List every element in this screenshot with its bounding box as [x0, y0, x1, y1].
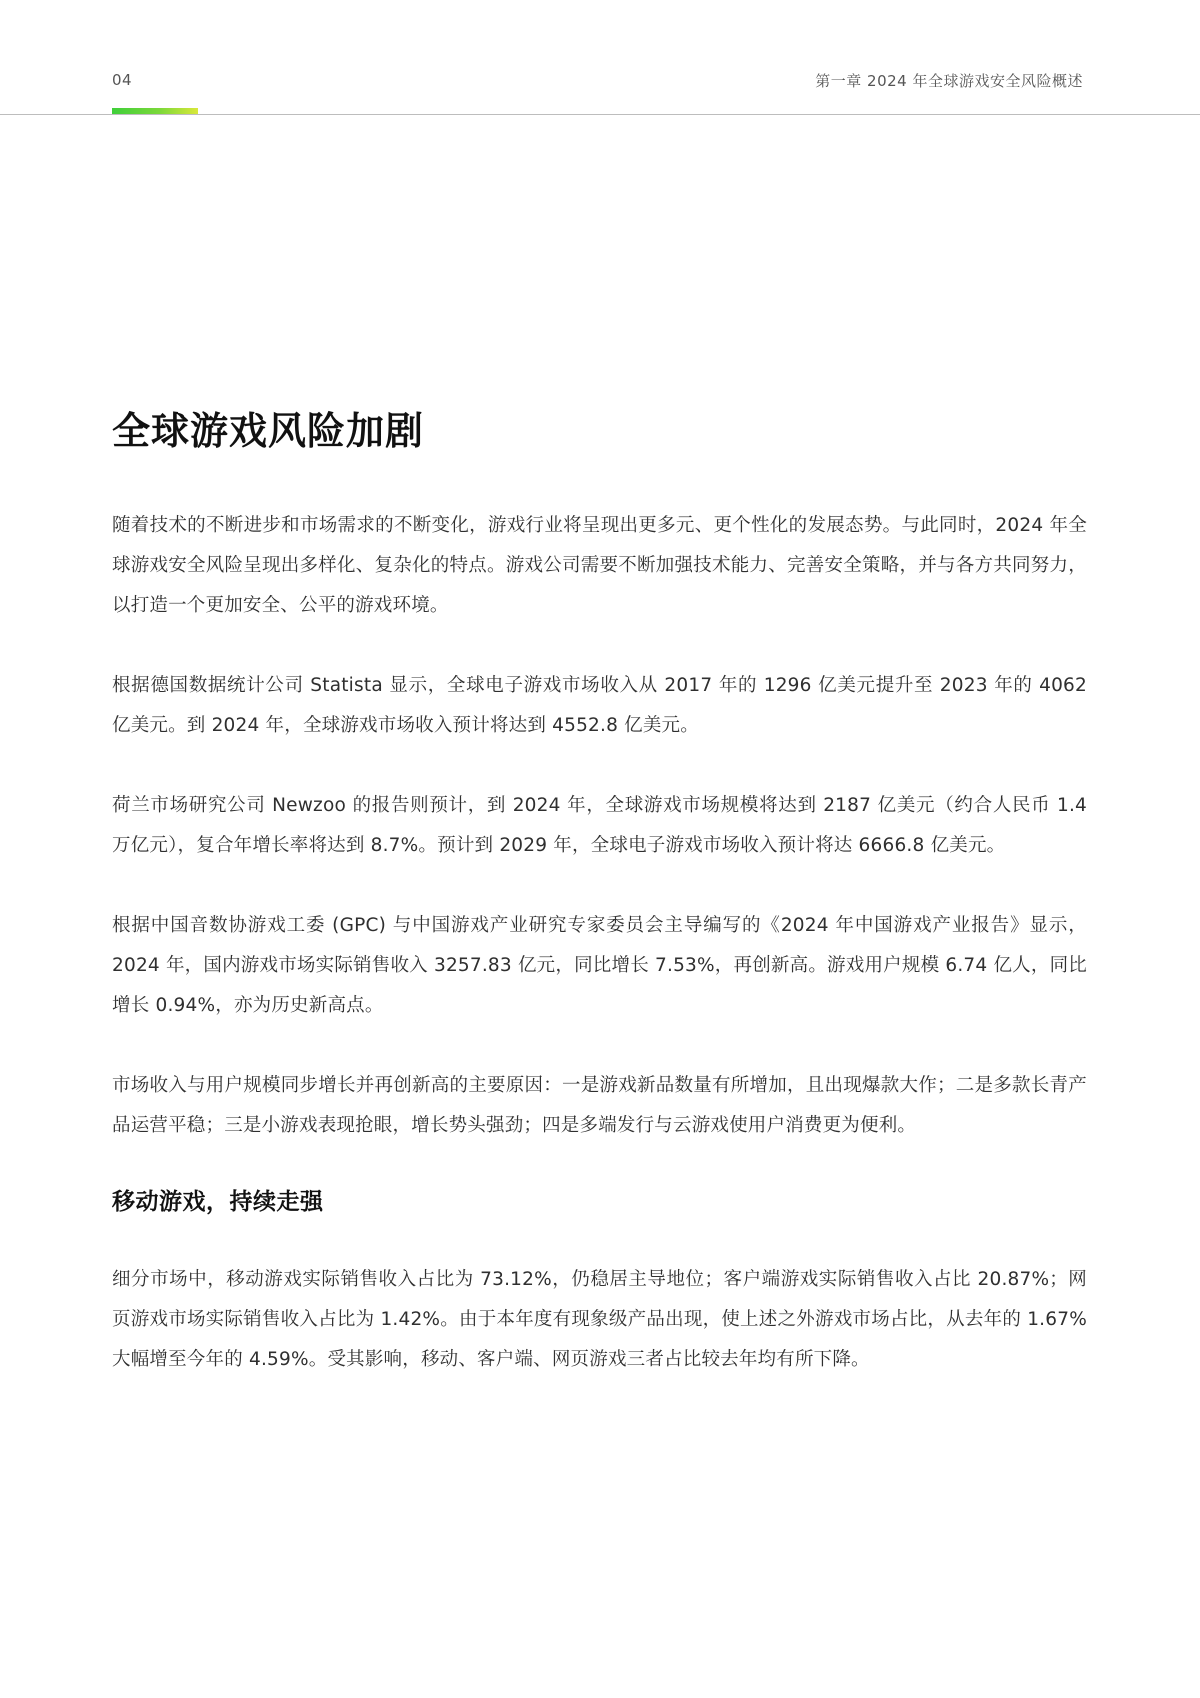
page-header [0, 0, 1200, 120]
header-divider [0, 114, 1200, 115]
chapter-title: 第一章 2024 年全球游戏安全风险概述 [815, 72, 1083, 90]
paragraph-gpc-report: 根据中国音数协游戏工委 (GPC) 与中国游戏产业研究专家委员会主导编写的《2024 年中国游戏产业报告》显示，2024 年，国内游戏市场实际销售收入 3257.83 亿元，同比增长 7.53%，再创新高。游戏用户规模 6.74 亿人，同比增长 0.94%，亦为历史新高点。 [112, 915, 1087, 1016]
paragraph-newzoo: 荷兰市场研究公司 Newzoo 的报告则预计，到 2024 年，全球游戏市场规模将达到 2187 亿美元（约合人民币 1.4 万亿元），复合年增长率将达到 8.7%。预计到 2029 年，全球电子游戏市场收入预计将达 6666.8 亿美元。 [112, 795, 1087, 856]
paragraph-statista: 根据德国数据统计公司 Statista 显示，全球电子游戏市场收入从 2017 年的 1296 亿美元提升至 2023 年的 4062 亿美元。到 2024 年，全球游戏市场收入预计将达到 4552.8 亿美元。 [112, 675, 1087, 736]
accent-bar [112, 108, 198, 114]
main-content [112, 404, 1087, 1420]
subsection-title: 移动游戏，持续走强 [112, 1189, 324, 1215]
paragraph-intro: 随着技术的不断进步和市场需求的不断变化，游戏行业将呈现出更多元、更个性化的发展态势。与此同时，2024 年全球游戏安全风险呈现出多样化、复杂化的特点。游戏公司需要不断加强技术能力、完善安全策略，并与各方共同努力，以打造一个更加安全、公平的游戏环境。 [112, 515, 1087, 616]
section-title: 全球游戏风险加剧 [112, 409, 425, 453]
paragraph-growth-reasons: 市场收入与用户规模同步增长并再创新高的主要原因：一是游戏新品数量有所增加，且出现爆款大作；二是多款长青产品运营平稳；三是小游戏表现抢眼，增长势头强劲；四是多端发行与云游戏使用户消费更为便利。 [112, 1075, 1087, 1136]
paragraph-market-share: 细分市场中，移动游戏实际销售收入占比为 73.12%，仍稳居主导地位；客户端游戏实际销售收入占比 20.87%；网页游戏市场实际销售收入占比为 1.42%。由于本年度有现象级产品出现，使上述之外游戏市场占比，从去年的 1.67% 大幅增至今年的 4.59%。受其影响，移动、客户端、网页游戏三者占比较去年均有所下降。 [112, 1269, 1087, 1370]
page-number: 04 [112, 71, 133, 89]
